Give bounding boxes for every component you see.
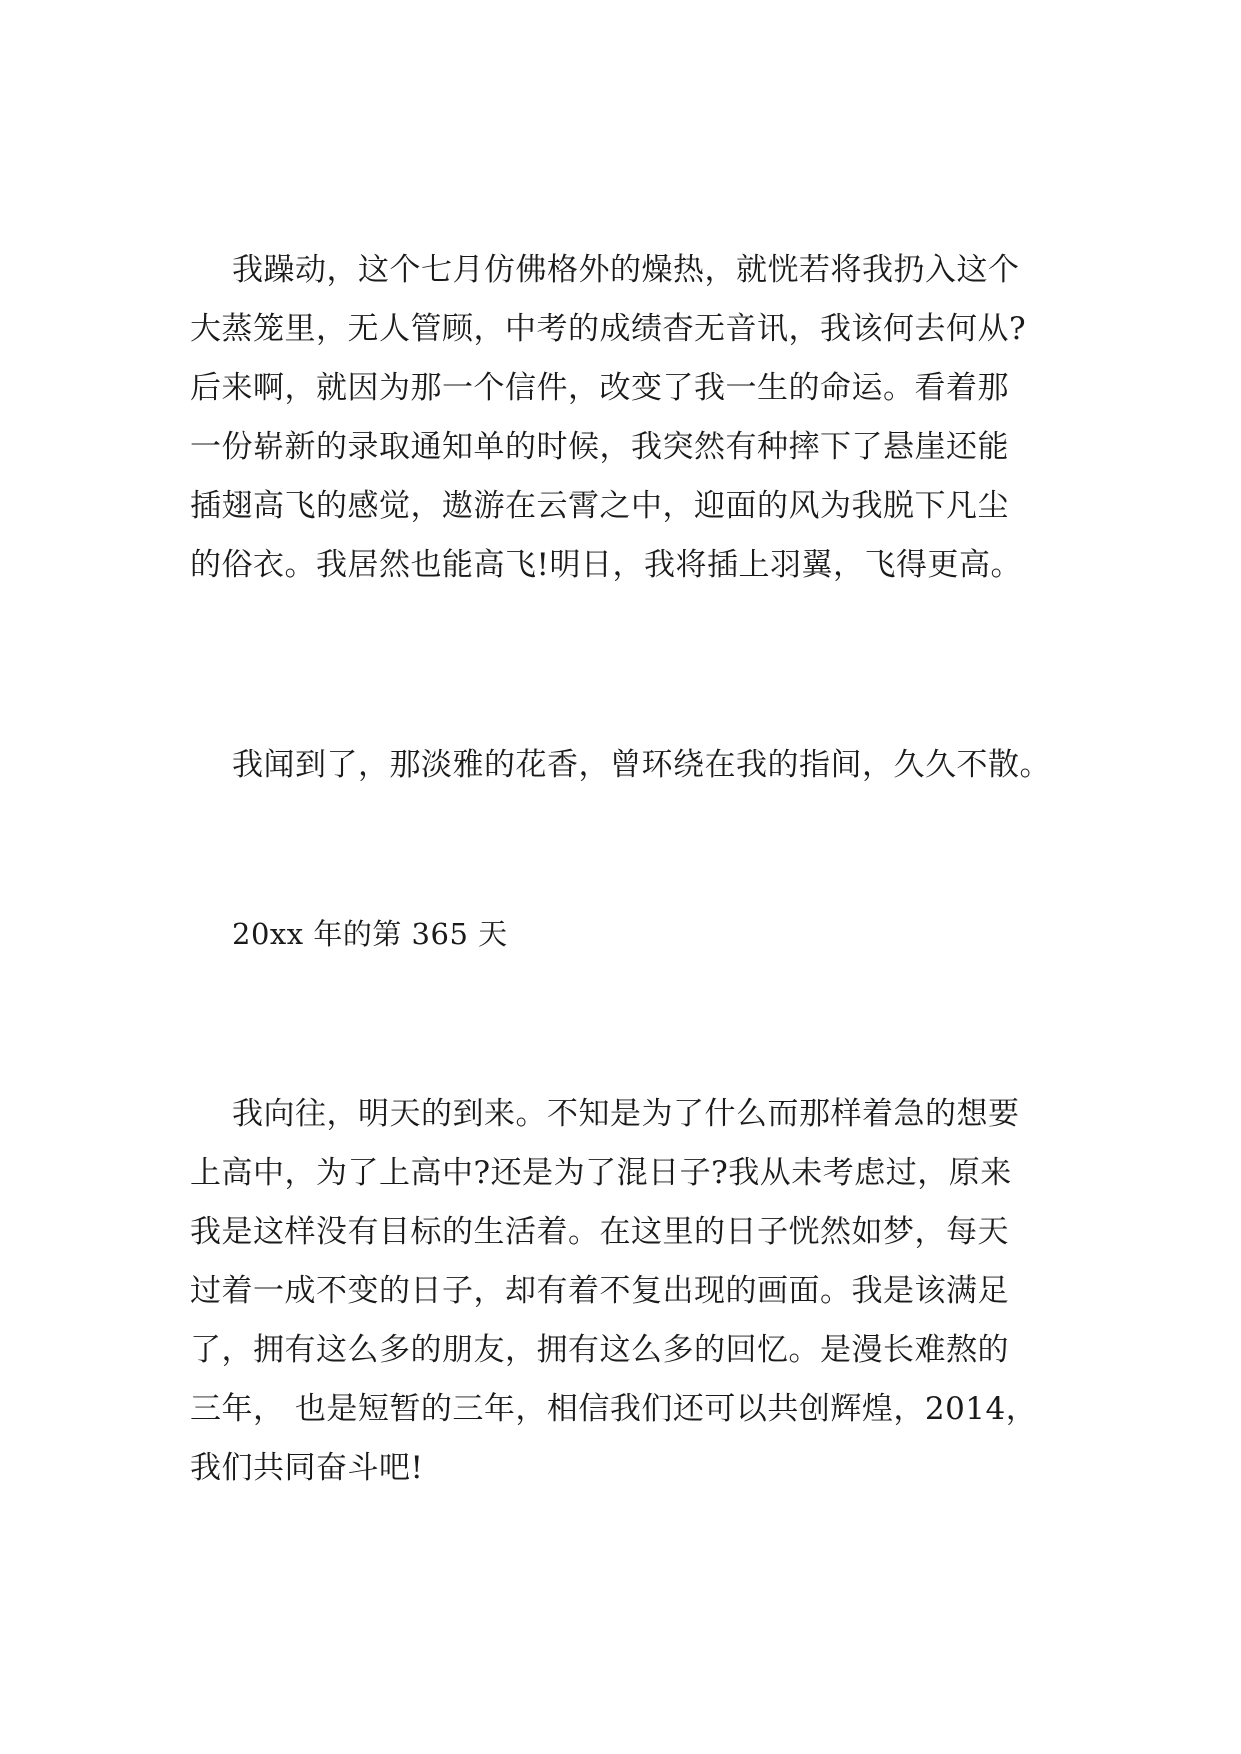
paragraph-3-line-2: 上高中，为了上高中?还是为了混日子?我从未考虑过，原来 (190, 1155, 1012, 1191)
paragraph-3-line-1: 我向往，明天的到来。不知是为了什么而那样着急的想要 (232, 1096, 1020, 1132)
paragraph-3-line-5: 了，拥有这么多的朋友，拥有这么多的回忆。是漫长难熬的 (190, 1332, 1009, 1368)
date-heading: 20xx 年的第 365 天 (232, 917, 508, 951)
paragraph-3-line-4: 过着一成不变的日子，却有着不复出现的画面。我是该满足 (190, 1273, 1009, 1309)
paragraph-2-line-1: 我闻到了，那淡雅的花香，曾环绕在我的指间，久久不散。 (232, 747, 1051, 783)
paragraph-1-line-2: 大蒸笼里，无人管顾，中考的成绩杳无音讯，我该何去何从? (190, 311, 1027, 347)
paragraph-3-line-7: 我们共同奋斗吧! (190, 1450, 424, 1486)
paragraph-1-line-3: 后来啊，就因为那一个信件，改变了我一生的命运。看着那 (190, 370, 1009, 406)
paragraph-3-line-3: 我是这样没有目标的生活着。在这里的日子恍然如梦，每天 (190, 1214, 1009, 1250)
paragraph-1-line-5: 插翅高飞的感觉，遨游在云霄之中，迎面的风为我脱下凡尘 (190, 488, 1009, 524)
paragraph-3-line-6: 三年， 也是短暂的三年，相信我们还可以共创辉煌，2014， (190, 1391, 1038, 1427)
paragraph-1-line-4: 一份崭新的录取通知单的时候，我突然有种摔下了悬崖还能 (190, 429, 1009, 465)
paragraph-1-line-1: 我躁动，这个七月仿佛格外的燥热，就恍若将我扔入这个 (232, 252, 1020, 288)
paragraph-1-line-6: 的俗衣。我居然也能高飞!明日，我将插上羽翼，飞得更高。 (190, 547, 1022, 583)
